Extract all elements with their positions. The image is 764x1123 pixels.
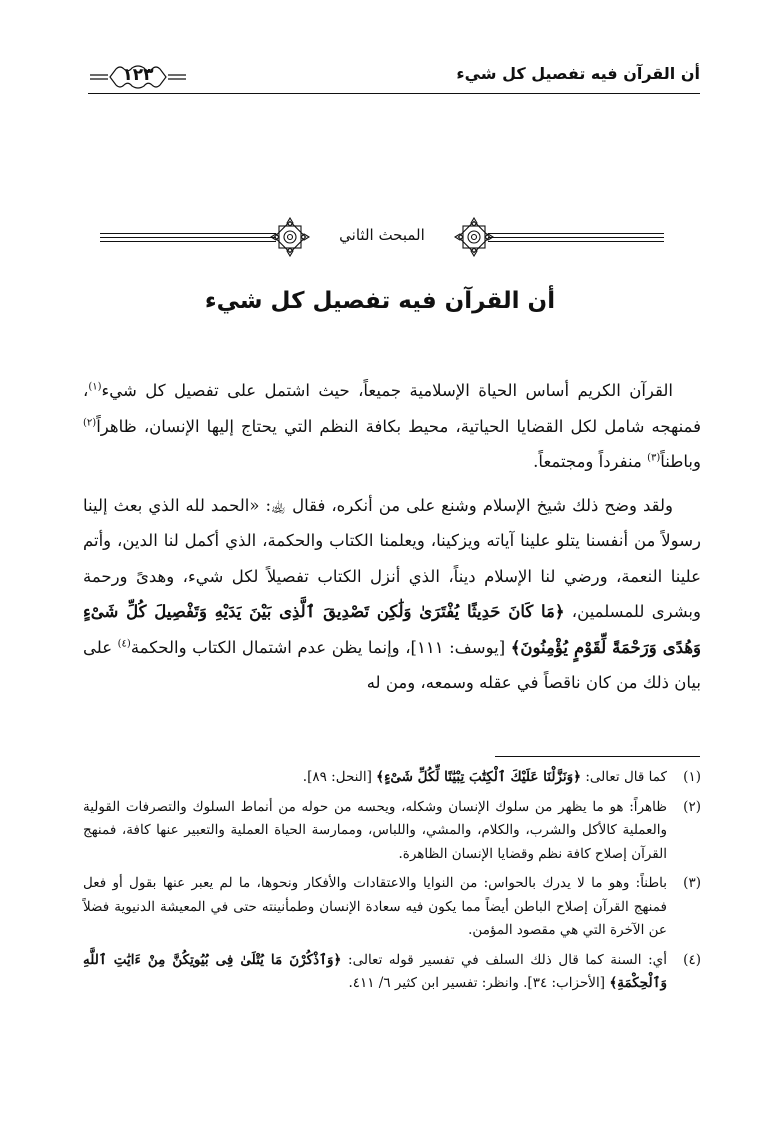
paragraph xyxy=(83,373,701,480)
footnote xyxy=(83,766,701,790)
footnote-number: (١) xyxy=(683,769,701,785)
footnote-ref: (٤) xyxy=(117,638,131,649)
footnote-text xyxy=(83,949,667,996)
footnote-ref: (٢) xyxy=(83,417,97,428)
footnote-rule xyxy=(495,756,700,757)
footnote-text-part: [النحل: ٨٩]. xyxy=(302,769,377,785)
footnote xyxy=(83,872,701,943)
footnote-text-part: [الأحزاب: ٣٤]. وانظر: تفسير ابن كثير ٦/ ٤١١. xyxy=(348,975,610,991)
quran-verse: ﴿وَٱذْكُرْنَ مَا يُتْلَىٰ فِى بُيُوتِكُنَّ مِنْ ءَايَٰتِ ٱللَّهِ وَٱلْحِكْمَةِ﴾ xyxy=(83,951,667,991)
footnote-number: (٣) xyxy=(683,875,701,891)
section-label: المبحث الثاني xyxy=(339,226,425,244)
page-number-ornament xyxy=(88,62,188,92)
footnote-number: (٢) xyxy=(683,798,701,815)
footnote-number: (٤) xyxy=(683,951,701,968)
floral-ornament-icon xyxy=(270,217,310,257)
quran-verse: ﴿وَنَزَّلْنَا عَلَيْكَ ٱلْكِتَٰبَ تِبْيَٰنًا لِّكُلِّ شَىْءٍ﴾ xyxy=(376,769,582,785)
footnotes xyxy=(83,766,701,1002)
quran-verse: ﴿مَا كَانَ حَدِيثًا يُفْتَرَىٰ وَلَٰكِن تَصْدِيقَ ٱلَّذِى بَيْنَ يَدَيْهِ وَتَفْصِيلَ كُلِّ شَىْءٍ وَهُدًى وَرَحْمَةً لِّقَوْمٍ يُؤْمِنُونَ﴾ xyxy=(83,602,701,657)
footnote xyxy=(83,796,701,867)
running-header xyxy=(88,62,700,96)
footnote-text xyxy=(83,766,667,790)
running-title: أن القرآن فيه تفصيل كل شيء xyxy=(456,64,700,83)
body-text xyxy=(83,373,701,701)
floral-ornament-icon xyxy=(454,217,494,257)
footnote xyxy=(83,949,701,996)
banner-line-right xyxy=(488,233,664,245)
section-banner xyxy=(100,215,664,261)
header-rule xyxy=(88,93,700,94)
paragraph-text: على بيان ذلك من كان ناقصاً في عقله وسمعه، ومن له xyxy=(83,637,701,692)
paragraph xyxy=(83,488,701,701)
chapter-title: أن القرآن فيه تفصيل كل شيء xyxy=(204,288,556,314)
banner-line-left xyxy=(100,233,276,245)
page-number: ١٢٣ xyxy=(122,65,154,85)
footnote-text-part: كما قال تعالى: xyxy=(581,769,667,785)
paragraph-text: [يوسف: ١١١]، وإنما يظن عدم اشتمال الكتاب والحكمة xyxy=(130,637,511,657)
footnote-text: باطناً: وهو ما لا يدرك بالحواس: من النوايا والاعتقادات والأفكار ونحوها، ما لم يعبر عنها بقول أو فعل فمنهج القرآن إصلاح الباطن أيضاً مما يكون فيه سعادة الإنسان وطمأنينته حتى في المعيشة الدنيوية فضلاً عن الآخرة التي هي مقصود المؤمن. xyxy=(83,875,667,938)
paragraph-text: ولقد وضح ذلك شيخ الإسلام وشنع على من أنكره، فقال ﵀: «الحمد لله الذي بعث إلينا رسولاً من أنفسنا يتلو علينا آياته ويزكينا، ويعلمنا الكتاب والحكمة، الذي أكمل لنا الدين، وأتم علينا النعمة، ورضي لنا الإسلام ديناً، الذي أنزل الكتاب تفصيلاً لكل شيء، وهدىً ورحمة وبشرى للمسلمين، xyxy=(83,495,701,621)
paragraph-text: ، فمنهجه شامل لكل القضايا الحياتية، محيط بكافة النظم التي يحتاج إليها الإنسان، ظاهراً xyxy=(83,381,701,436)
footnote-text-part: أي: السنة كما قال ذلك السلف في تفسير قوله تعالى: xyxy=(341,951,667,968)
paragraph-text: منفرداً ومجتمعاً. xyxy=(533,452,648,471)
footnote-text: ظاهراً: هو ما يظهر من سلوك الإنسان وشكله، ويحسه من حوله من أنماط السلوك والتصرفات القولية والعملية كالأكل والشرب، والكلام، والمشي، واللباس، وممارسة الحياة العملية والتعبير عنها كافة، فمنهج القرآن إصلاح كافة نظم وقضايا الإنسان الظاهرة. xyxy=(83,798,667,862)
paragraph-text: وباطناً xyxy=(660,452,701,471)
footnote-ref: (١) xyxy=(88,381,102,393)
footnote-ref: (٣) xyxy=(647,452,661,464)
paragraph-text: القرآن الكريم أساس الحياة الإسلامية جميعاً، حيث اشتمل على تفصيل كل شيء xyxy=(101,381,673,400)
